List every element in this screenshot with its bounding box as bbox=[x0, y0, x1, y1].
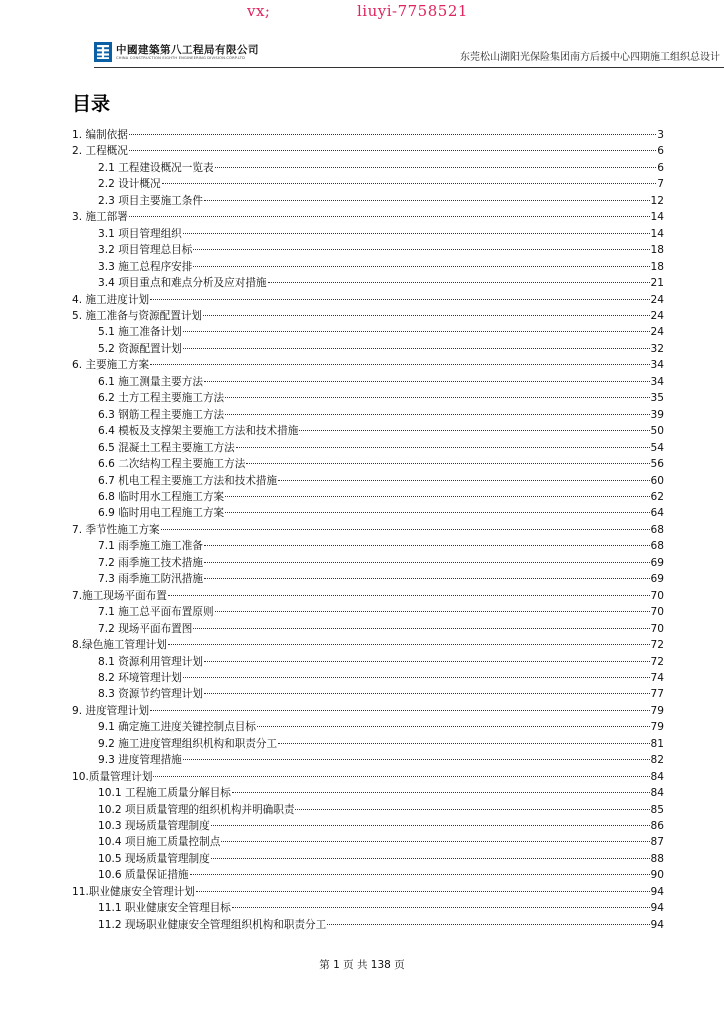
toc-leader-dots bbox=[278, 727, 649, 744]
toc-entry-page-number: 70 bbox=[650, 589, 664, 602]
toc-leader-dots bbox=[183, 315, 650, 332]
toc-entry-page-number: 70 bbox=[650, 622, 664, 635]
toc-leader-dots bbox=[196, 875, 650, 892]
toc-entry-page-number: 7 bbox=[657, 178, 664, 191]
toc-entry-page-number: 84 bbox=[650, 787, 664, 800]
project-title: 东莞松山湖阳光保险集团南方后援中心四期施工组织总设计 bbox=[460, 52, 720, 63]
toc-entry-label: 10.4 项目施工质量控制点 bbox=[98, 836, 221, 849]
toc-entry-label: 8.绿色施工管理计划 bbox=[72, 639, 167, 652]
watermark-left-text: vx; bbox=[247, 2, 271, 20]
page-header bbox=[94, 40, 724, 66]
toc-entry-label: 6.5 混凝土工程主要施工方法 bbox=[98, 441, 235, 454]
toc-leader-dots bbox=[204, 529, 650, 546]
toc-leader-dots bbox=[129, 200, 650, 217]
toc-entry-page-number: 94 bbox=[650, 885, 664, 898]
toc-leader-dots bbox=[183, 661, 650, 678]
toc-entry-page-number: 39 bbox=[650, 408, 664, 421]
toc-leader-dots bbox=[246, 447, 649, 464]
toc-entry-page-number: 24 bbox=[650, 326, 664, 339]
toc-entry-page-number: 79 bbox=[650, 704, 664, 717]
toc-leader-dots bbox=[236, 431, 650, 448]
toc-leader-dots bbox=[150, 283, 649, 300]
toc-entry-label: 6.7 机电工程主要施工方法和技术措施 bbox=[98, 474, 278, 487]
toc-leader-dots bbox=[168, 628, 650, 645]
toc-leader-dots bbox=[190, 858, 650, 875]
toc-heading: 目录 bbox=[72, 93, 111, 115]
toc-entry-label: 6.2 土方工程主要施工方法 bbox=[98, 392, 225, 405]
toc-leader-dots bbox=[183, 743, 650, 760]
toc-entry-page-number: 18 bbox=[650, 260, 664, 273]
table-of-contents bbox=[72, 121, 664, 931]
toc-leader-dots bbox=[268, 266, 650, 283]
toc-entry-page-number: 56 bbox=[650, 458, 664, 471]
toc-leader-dots bbox=[204, 562, 650, 579]
toc-entry-label: 4. 施工进度计划 bbox=[72, 293, 150, 306]
toc-leader-dots bbox=[257, 710, 650, 727]
toc-entry-page-number: 32 bbox=[650, 342, 664, 355]
toc-entry-page-number: 69 bbox=[650, 573, 664, 586]
toc-entry-label: 3.4 项目重点和难点分析及应对措施 bbox=[98, 277, 267, 290]
toc-entry-label: 10.2 项目质量管理的组织机构并明确职责 bbox=[98, 803, 295, 816]
toc-entry-page-number: 3 bbox=[657, 129, 664, 141]
toc-entry-page-number: 54 bbox=[650, 441, 664, 454]
toc-entry-label: 8.2 环境管理计划 bbox=[98, 671, 182, 684]
toc-entry-page-number: 14 bbox=[650, 211, 664, 224]
toc-entry-page-number: 85 bbox=[650, 803, 664, 816]
toc-entry-label: 2.1 工程建设概况一览表 bbox=[98, 161, 214, 174]
toc-entry-page-number: 77 bbox=[650, 688, 664, 701]
toc-leader-dots bbox=[203, 299, 650, 316]
toc-leader-dots bbox=[225, 398, 649, 415]
toc-leader-dots bbox=[204, 645, 650, 662]
toc-entry-label: 11.职业健康安全管理计划 bbox=[72, 885, 195, 898]
toc-leader-dots bbox=[327, 908, 649, 925]
toc-entry-page-number: 24 bbox=[650, 293, 664, 306]
toc-leader-dots bbox=[183, 332, 650, 349]
toc-leader-dots bbox=[150, 348, 649, 365]
toc-leader-dots bbox=[204, 546, 650, 563]
toc-entry-label: 3.3 施工总程序安排 bbox=[98, 260, 193, 273]
header-divider bbox=[94, 67, 724, 68]
toc-leader-dots bbox=[193, 233, 649, 250]
toc-entry-page-number: 21 bbox=[650, 277, 664, 290]
toc-entry-label: 2.3 项目主要施工条件 bbox=[98, 194, 203, 207]
toc-entry-page-number: 34 bbox=[650, 375, 664, 388]
toc-entry-label: 9. 进度管理计划 bbox=[72, 704, 150, 717]
toc-entry-page-number: 6 bbox=[657, 145, 664, 158]
toc-entry-label: 11.1 职业健康安全管理目标 bbox=[98, 902, 231, 915]
toc-leader-dots bbox=[225, 496, 649, 513]
toc-entry-page-number: 35 bbox=[650, 392, 664, 405]
toc-leader-dots bbox=[215, 595, 650, 612]
toc-entry-label: 7.3 雨季施工防汛措施 bbox=[98, 573, 203, 586]
company-name-english: CHINA CONSTRUCTION EIGHTH ENGINEERING DIVISION.CORP.LTD bbox=[116, 56, 246, 60]
toc-entry-label: 7.1 雨季施工施工准备 bbox=[98, 540, 203, 553]
toc-entry-page-number: 60 bbox=[650, 474, 664, 487]
toc-leader-dots bbox=[153, 760, 649, 777]
toc-entry-page-number: 12 bbox=[650, 194, 664, 207]
toc-leader-dots bbox=[162, 167, 657, 184]
watermark-right-text: liuyi-7758521 bbox=[357, 2, 468, 20]
toc-leader-dots bbox=[215, 151, 657, 168]
toc-leader-dots bbox=[232, 891, 650, 908]
toc-leader-dots bbox=[204, 365, 650, 382]
toc-entry-page-number: 50 bbox=[650, 425, 664, 438]
toc-entry-label: 10.6 质量保证措施 bbox=[98, 869, 189, 882]
toc-leader-dots bbox=[183, 217, 650, 234]
toc-entry-label: 10.1 工程施工质量分解目标 bbox=[98, 787, 231, 800]
toc-entry-label: 6.8 临时用水工程施工方案 bbox=[98, 490, 225, 503]
toc-entry-label: 3.2 项目管理总目标 bbox=[98, 244, 193, 257]
toc-entry-label: 9.3 进度管理措施 bbox=[98, 754, 182, 767]
toc-entry-page-number: 82 bbox=[650, 754, 664, 767]
watermark bbox=[0, 2, 724, 22]
toc-leader-dots bbox=[193, 612, 649, 629]
toc-entry-page-number: 68 bbox=[650, 523, 664, 536]
toc-entry-page-number: 69 bbox=[650, 556, 664, 569]
toc-entry-page-number: 86 bbox=[650, 820, 664, 833]
toc-entry-label: 7.2 现场平面布置图 bbox=[98, 622, 193, 635]
toc-entry-page-number: 84 bbox=[650, 770, 664, 783]
toc-entry-page-number: 94 bbox=[650, 918, 664, 931]
toc-entry-page-number: 68 bbox=[650, 540, 664, 553]
toc-leader-dots bbox=[295, 793, 649, 810]
cscec-logo-icon bbox=[94, 42, 112, 62]
toc-entry-label: 6.4 模板及支撑架主要施工方法和技术措施 bbox=[98, 425, 299, 438]
toc-leader-dots bbox=[193, 250, 649, 267]
toc-leader-dots bbox=[225, 381, 649, 398]
toc-entry-label: 5.2 资源配置计划 bbox=[98, 342, 182, 355]
toc-entry-label: 7.2 雨季施工技术措施 bbox=[98, 556, 203, 569]
toc-leader-dots bbox=[299, 414, 649, 431]
toc-leader-dots bbox=[204, 677, 650, 694]
toc-entry-page-number: 94 bbox=[650, 902, 664, 915]
toc-leader-dots bbox=[278, 464, 649, 481]
toc-entry-label: 7.1 施工总平面布置原则 bbox=[98, 606, 214, 619]
toc-entry-label: 6.9 临时用电工程施工方案 bbox=[98, 507, 225, 520]
toc-leader-dots bbox=[204, 184, 650, 201]
toc-entry-label: 8.1 资源利用管理计划 bbox=[98, 655, 203, 668]
toc-entry-label: 6.6 二次结构工程主要施工方法 bbox=[98, 458, 246, 471]
toc-entry-label: 6.3 钢筋工程主要施工方法 bbox=[98, 408, 225, 421]
toc-leader-dots bbox=[168, 579, 650, 596]
toc-entry-label: 9.2 施工进度管理组织机构和职责分工 bbox=[98, 737, 278, 750]
toc-leader-dots bbox=[232, 776, 650, 793]
toc-leader-dots bbox=[211, 842, 650, 859]
toc-entry-page-number: 74 bbox=[650, 671, 664, 684]
toc-entry-label: 2.2 设计概况 bbox=[98, 178, 161, 191]
toc-entry-label: 7. 季节性施工方案 bbox=[72, 523, 160, 536]
toc-entry-label: 9.1 确定施工进度关键控制点目标 bbox=[98, 721, 256, 734]
toc-entry-label: 5.1 施工准备计划 bbox=[98, 326, 182, 339]
toc-leader-dots bbox=[150, 694, 649, 711]
toc-entry-page-number: 70 bbox=[650, 606, 664, 619]
toc-entry-page-number: 87 bbox=[650, 836, 664, 849]
toc-entry-label: 1. 编制依据 bbox=[72, 129, 128, 141]
toc-entry-label: 11.2 现场职业健康安全管理组织机构和职责分工 bbox=[98, 918, 327, 931]
toc-entry-label: 3. 施工部署 bbox=[72, 211, 128, 224]
toc-leader-dots bbox=[221, 825, 649, 842]
toc-leader-dots bbox=[161, 513, 650, 530]
toc-entry-page-number: 6 bbox=[657, 161, 664, 174]
toc-entry-page-number: 64 bbox=[650, 507, 664, 520]
toc-entry-page-number: 24 bbox=[650, 309, 664, 322]
toc-entry-page-number: 90 bbox=[650, 869, 664, 882]
toc-entry-page-number: 72 bbox=[650, 639, 664, 652]
toc-entry-page-number: 18 bbox=[650, 244, 664, 257]
toc-entry-page-number: 62 bbox=[650, 490, 664, 503]
toc-entry-page-number: 79 bbox=[650, 721, 664, 734]
toc-entry-page-number: 14 bbox=[650, 227, 664, 240]
toc-leader-dots bbox=[211, 809, 650, 826]
toc-entry-label: 10.质量管理计划 bbox=[72, 770, 153, 783]
toc-leader-dots bbox=[129, 134, 656, 151]
toc-entry-label: 6. 主要施工方案 bbox=[72, 359, 150, 372]
company-name: 中國建築第八工程局有限公司 bbox=[116, 44, 259, 56]
toc-leader-dots bbox=[225, 480, 649, 497]
toc-entry-label: 7.施工现场平面布置 bbox=[72, 589, 167, 602]
toc-entry-label: 3.1 项目管理组织 bbox=[98, 227, 182, 240]
toc-entry-label: 10.3 现场质量管理制度 bbox=[98, 820, 210, 833]
toc-entry-label: 6.1 施工测量主要方法 bbox=[98, 375, 203, 388]
toc-entry-label: 2. 工程概况 bbox=[72, 145, 128, 158]
page-number: 第 1 页 共 138 页 bbox=[319, 959, 405, 971]
toc-entry-label: 5. 施工准备与资源配置计划 bbox=[72, 309, 203, 322]
toc-entry-page-number: 72 bbox=[650, 655, 664, 668]
toc-leader-dots bbox=[129, 118, 656, 135]
toc-entry-page-number: 81 bbox=[650, 737, 664, 750]
toc-entry-page-number: 34 bbox=[650, 359, 664, 372]
toc-entry-label: 10.5 现场质量管理制度 bbox=[98, 852, 210, 865]
toc-entry-label: 8.3 资源节约管理计划 bbox=[98, 688, 203, 701]
toc-entry-page-number: 88 bbox=[650, 852, 664, 865]
